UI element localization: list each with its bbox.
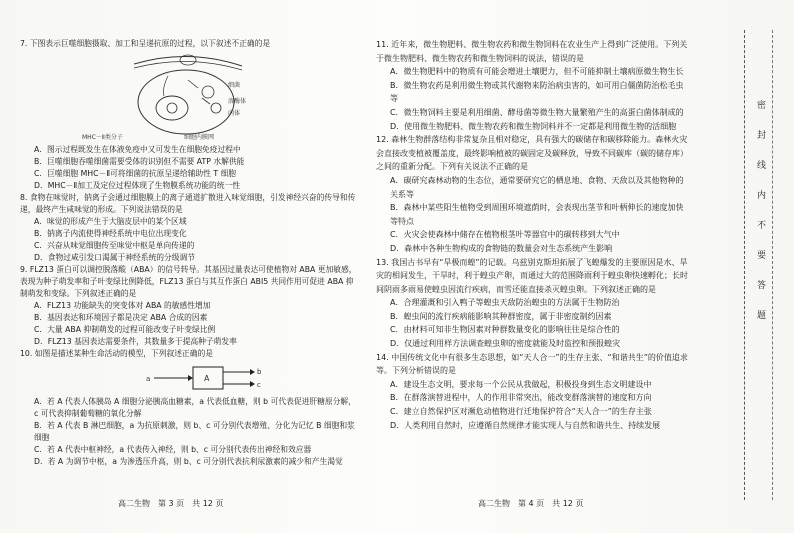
option-a: A．建设生态文明，要求每一个公民从我做起，积极投身到生态文明建设中 bbox=[390, 379, 652, 389]
question-14 bbox=[376, 351, 690, 433]
option-a: A．若 A 代表人体胰岛 A 细胞分泌胰高血糖素，a 代表低血糖，则 b 可代表促进肝糖原分解，c 可代表抑制葡萄糖的氧化分解 bbox=[34, 397, 356, 419]
option-c: C．建立自然保护区对濒危动植物进行迁地保护符合“天人合一”的生存主张 bbox=[390, 407, 652, 417]
label-c: c bbox=[257, 381, 261, 390]
option-c: C．微生物饲料主要是利用细菌、酵母菌等微生物大量繁殖产生的高蛋白菌体制成的 bbox=[390, 107, 684, 117]
option-a: A．合理灌溉和引入鸭子等蝗虫天敌防治蝗虫的方法属于生物防治 bbox=[390, 298, 620, 308]
option-d: D．森林中各种生物构成的食物链的数量会对生态系统产生影响 bbox=[390, 243, 613, 253]
option-c: C．大量 ABA 抑制萌发的过程可能改变子叶变绿比例 bbox=[34, 325, 216, 335]
option-c: C．由材料可知非生物因素对种群数量变化的影响往往是综合性的 bbox=[390, 325, 620, 335]
question-stem: 14. 中国传统文化中有很多生态思想，如“天人合一”的生存主张、“和谐共生”的价值追求等。下列分析错误的是 bbox=[376, 352, 688, 376]
option-d: D．若 A 为调节中枢，a 为渗透压升高，则 b、c 可分别代表抗利尿激素的减少和产生渴觉 bbox=[34, 457, 343, 467]
right-column bbox=[376, 38, 690, 432]
option-d: D．使用微生物肥料、微生物农药和微生物饲料并不一定都是利用微生物的活细胞 bbox=[390, 121, 677, 131]
option-a: A．图示过程既发生在体液免疫中又可发生在细胞免疫过程中 bbox=[34, 145, 241, 155]
question-13 bbox=[376, 256, 690, 351]
option-b: B．若 A 代表 B 淋巴细胞，a 为抗原刺激，则 b、c 可分别代表增殖、分化为记忆 B 细胞和浆细胞 bbox=[34, 421, 355, 443]
binding-line bbox=[744, 30, 745, 500]
label-bacteria: 细菌 bbox=[228, 82, 241, 90]
sidebar-seal-notice: 密 封 线 内 不 要 答 题 bbox=[755, 100, 765, 325]
option-d: D．食物过咸引发口渴属于神经系统的分级调节 bbox=[34, 253, 195, 263]
option-c: C．若 A 代表中枢神经，a 代表传入神经，则 b、c 可分别代表传出神经和效应器 bbox=[34, 445, 312, 455]
label-a: a bbox=[146, 375, 151, 384]
label-box-a: A bbox=[204, 374, 210, 384]
page-footer-right: 高二生物 第 4 页 共 12 页 bbox=[478, 499, 584, 508]
question-stem: 13. 我国古书早有“旱极而蝗”的记载。乌兹别克斯坦拓展了飞蝗爆发的主要原因是水、旱灾的相间发生，干旱时，利于蝗虫产卵，而通过大的范围降雨利于蝗虫卵快速孵化；长时间阴雨多雨易使蝗虫因流行疾病，而雪还能直接杀灭蝗虫卵。下列叙述正确的是 bbox=[376, 257, 688, 294]
question-11 bbox=[376, 38, 690, 133]
question-stem: 9. FLZ13 蛋白可以调控脱落酸（ABA）的信号转导。其基因过量表达可使植物对 ABA 更加敏感，表现为种子萌发率和子叶变绿比例降低，FLZ13 蛋白与其互作蛋白 ABI5 共同作用可促进 ABA 抑制萌发和变绿。下列叙述正确的是 bbox=[20, 265, 357, 299]
option-c: C．兴奋从味觉细胞传至味觉中枢是单向传递的 bbox=[34, 241, 195, 251]
question-12 bbox=[376, 133, 690, 255]
question-stem: 10. 如图是描述某种生命活动的模型，下列叙述正确的是 bbox=[20, 349, 214, 359]
label-mhc: MHC－Ⅱ类分子 bbox=[82, 134, 123, 142]
option-b: B．森林中某些阳生植物受到周围环境遮荫时，会表现出茎节和叶柄伸长的速度加快等特点 bbox=[390, 203, 684, 226]
label-lysosome: 溶酶体 bbox=[228, 98, 247, 106]
option-a: A．碳研究森林动物的生态位，通常要研究它的栖息地、食物、天敌以及其他物种的关系等 bbox=[390, 175, 684, 199]
question-stem: 11. 近年来，微生物肥料、微生物农药和微生物饲料在农业生产上得到广泛使用。下列关于微生物肥料、微生物农药和微生物饲料的说法，错误的是 bbox=[376, 40, 688, 63]
option-a: A．微生物肥料中的物质有可能会增进土壤肥力，但不可能抑制土壤病原微生物生长 bbox=[390, 67, 684, 77]
option-b: B．基因表达和环境因子都是决定 ABA 合成的因素 bbox=[34, 313, 208, 323]
option-d: D．MHC－Ⅱ加工及定位过程体现了生物膜系统功能的统一性 bbox=[34, 181, 240, 191]
label-endosome: 内体 bbox=[228, 110, 241, 118]
option-b: B．巨噬细胞吞噬细菌需要受体的识别但不需要 ATP 水解供能 bbox=[34, 157, 245, 167]
question-7 bbox=[20, 38, 358, 192]
question-10 bbox=[20, 348, 358, 468]
option-b: B．在群落演替进程中，人的作用非常突出，能改变群落演替的速度和方向 bbox=[390, 393, 652, 403]
left-column bbox=[20, 38, 358, 468]
option-d: D．FLZ13 基因表达需要条件，其数量多于提高种子萌发率 bbox=[34, 337, 237, 347]
binding-line-outer bbox=[772, 30, 773, 500]
option-d: D．人类利用自然时，应遵循自然规律才能实现人与自然和谐共生、持续发展 bbox=[390, 420, 661, 430]
option-a: A．味觉的形成产生于大脑皮层中的某个区域 bbox=[34, 217, 187, 227]
option-a: A．FLZ13 功能缺失的突变体对 ABA 的敏感性增加 bbox=[34, 301, 211, 311]
question-8 bbox=[20, 192, 358, 264]
label-membrane: 细胞内膜网 bbox=[184, 134, 215, 142]
model-figure bbox=[146, 362, 266, 392]
option-b: B．钠离子内流使得神经系统中电位出现变化 bbox=[34, 229, 187, 239]
option-d: D．仅通过利用样方法调查蝗虫卵的密度就能及时监控和预报蝗灾 bbox=[390, 339, 621, 349]
label-b: b bbox=[257, 368, 262, 377]
option-c: C．巨噬细胞 MHC－Ⅱ可将细菌的抗原呈递给辅助性 T 细胞 bbox=[34, 169, 237, 179]
option-c: C．火灾会使森林中储存在植物根茎叶等器官中的碳转移到大气中 bbox=[390, 230, 620, 240]
option-b: B．微生物农药是利用微生物或其代谢物来防治病虫害的，如可用白僵菌防治松毛虫等 bbox=[390, 80, 684, 104]
question-9 bbox=[20, 264, 358, 348]
page-footer-left: 高二生物 第 3 页 共 12 页 bbox=[118, 499, 224, 508]
antigen-presentation-figure bbox=[82, 52, 248, 142]
option-b: B．蝗虫间的流行疾病能影响其种群密度，属于非密度制约因素 bbox=[390, 311, 612, 321]
question-stem: 7. 下图表示巨噬细胞摄取、加工和呈递抗原的过程，以下叙述不正确的是 bbox=[20, 39, 271, 48]
question-stem: 12. 森林生物群落结构非常复杂且相对稳定，具有强大的碳储存和碳移除能力。森林火灾会直接改变植被覆盖度，最终影响植被的碳固定及碳释放，导致不同碳库（碳的储存库）之间的重新分配。下列有关说法不正确的是 bbox=[376, 135, 688, 172]
question-stem: 8. 食物在味觉时，钠离子会通过细胞膜上的离子通道扩散进入味觉细胞，引发神经兴奋的传导和传递，最终产生咸味觉的形成。下列说法错误的是 bbox=[20, 193, 356, 215]
